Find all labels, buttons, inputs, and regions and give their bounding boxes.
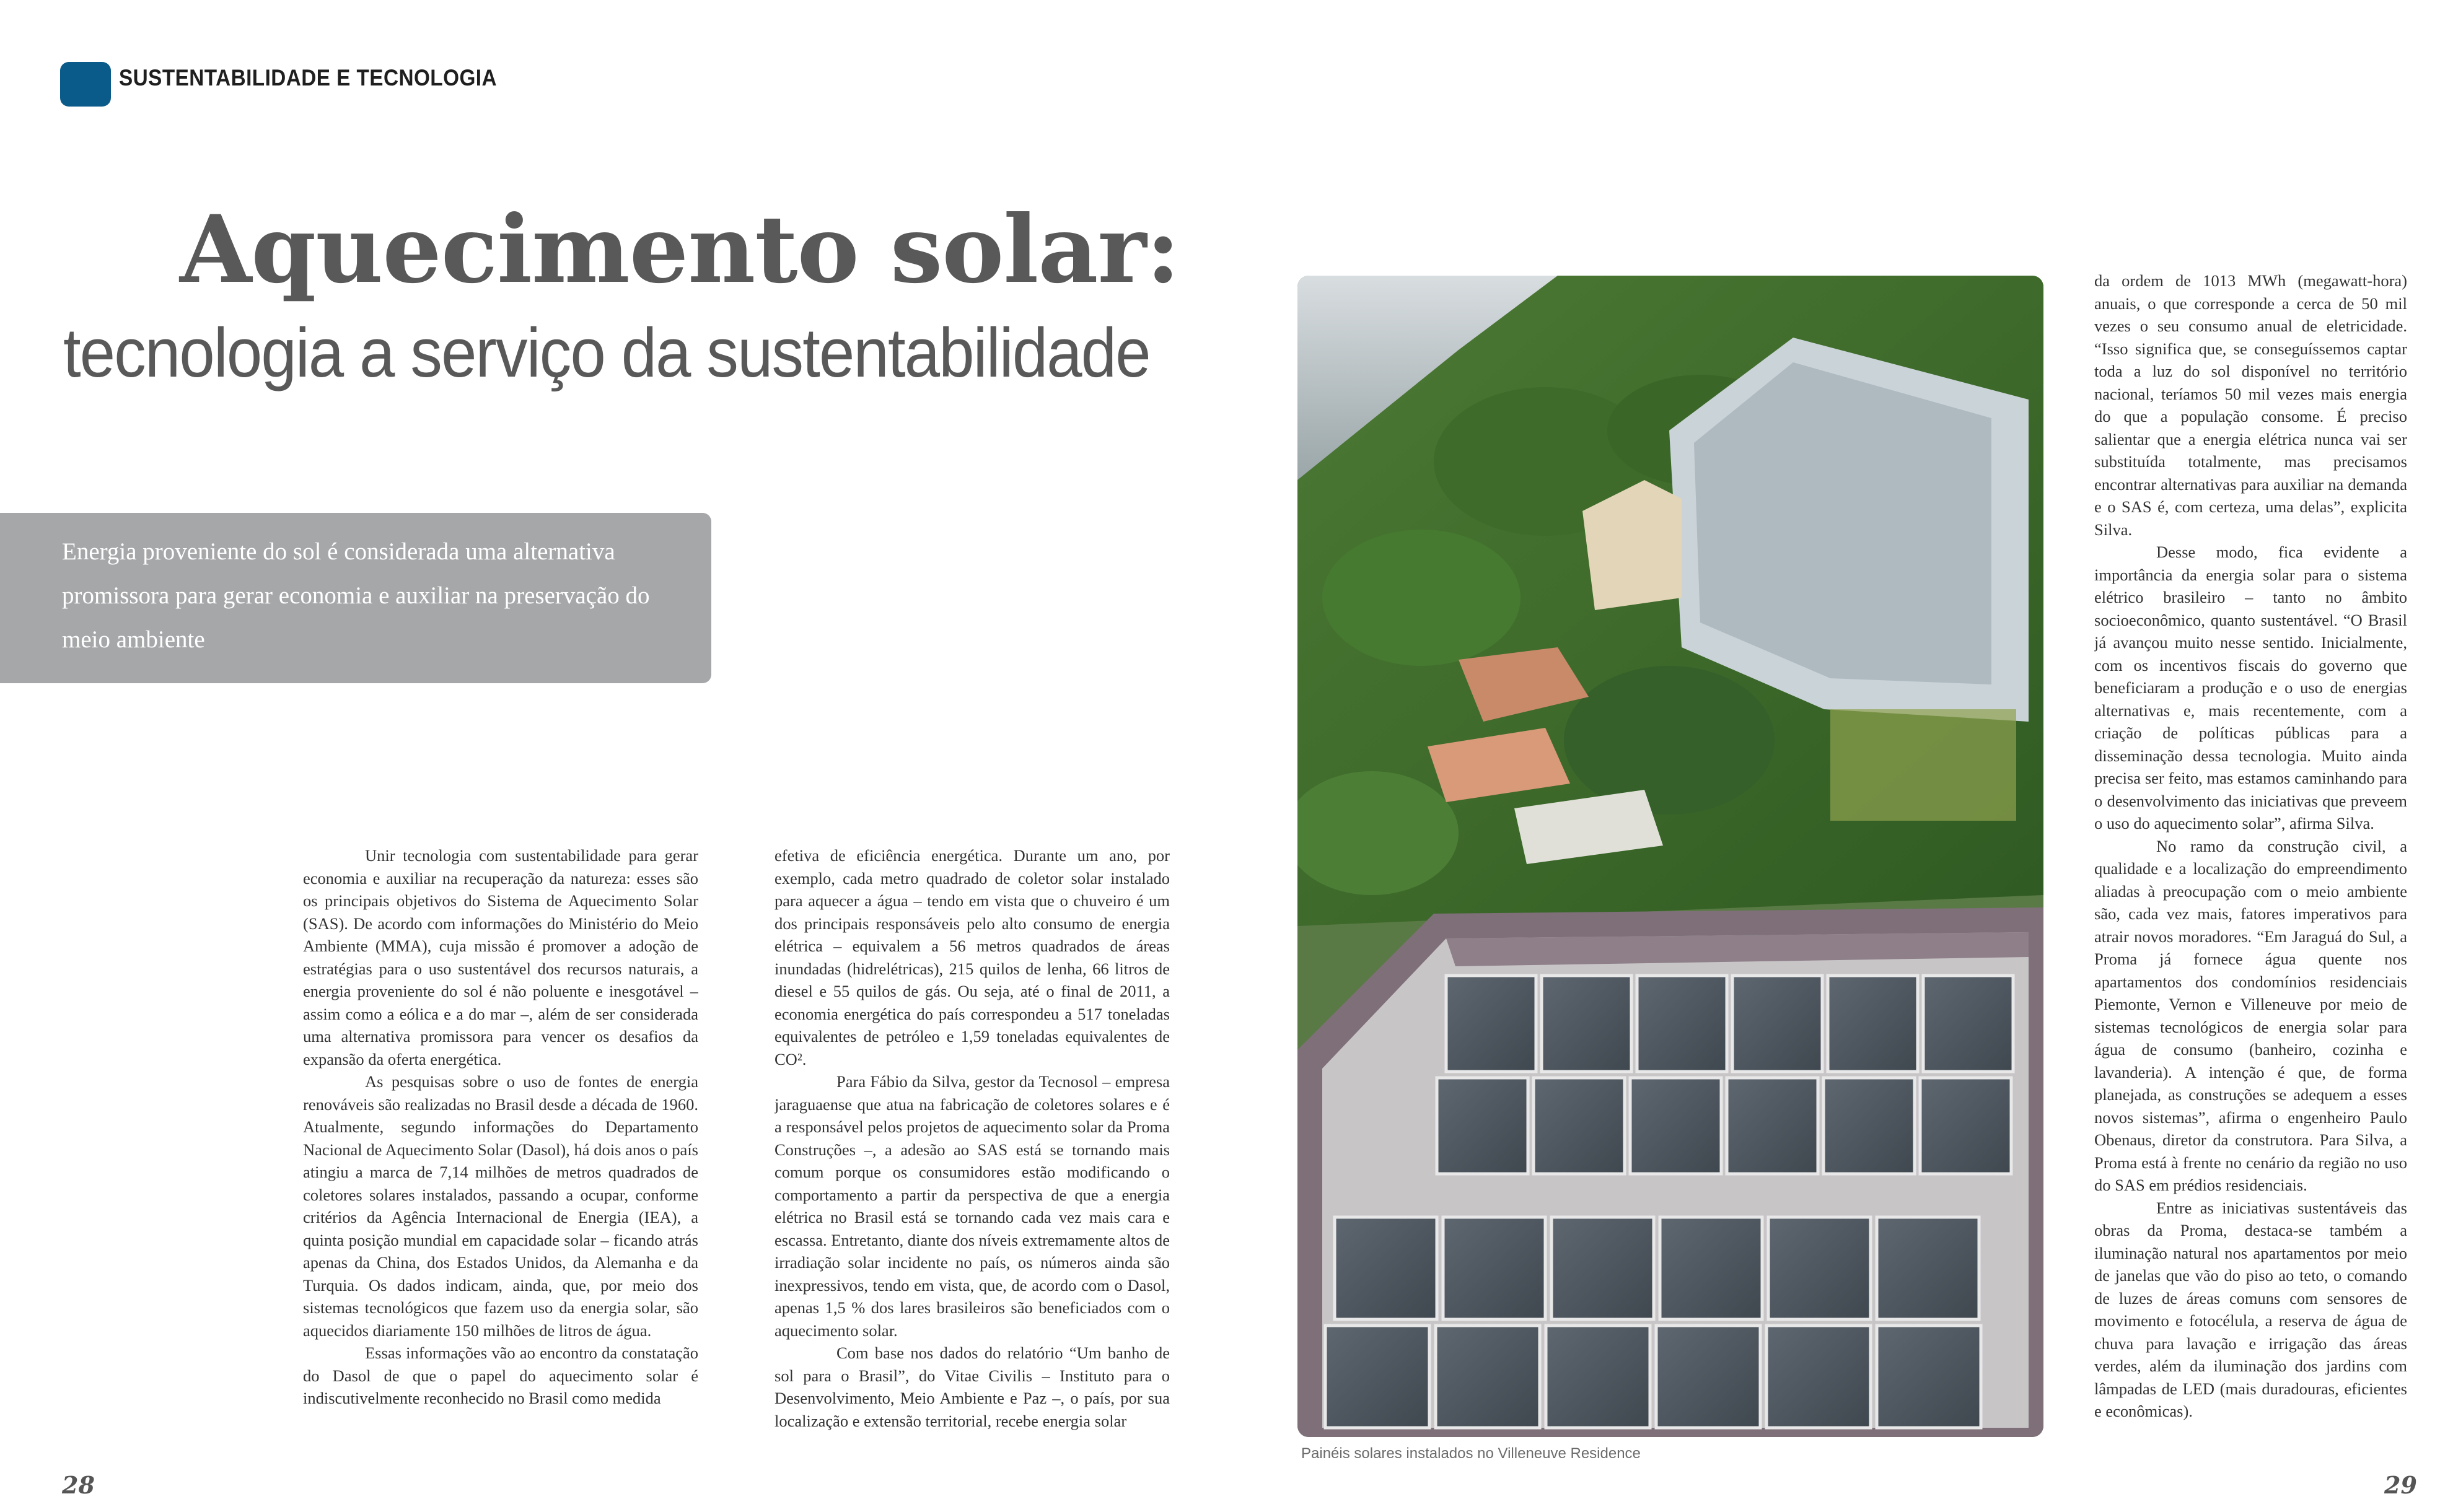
solar-panel (1443, 1217, 1545, 1319)
section-marker (60, 62, 111, 107)
solar-panel (1546, 1326, 1650, 1428)
solar-panel (1534, 1078, 1625, 1174)
paragraph: efetiva de eficiência energética. Durante um ano, por exemplo, cada metro quadrado de coletor solar instalado para aquecer a água – tendo em vista que o chuveiro é um dos principais responsáveis pelo alto consumo de energia elétrica – equivalem a 56 metros quadrados de áreas inundadas (hidrelétricas), 215 quilos de lenha, 66 litros de diesel e 55 quilos de gás. Ou seja, até o final de 2011, a economia energética do país correspondeu a 517 toneladas equivalentes de petróleo e 1,59 toneladas equivalentes de CO². (775, 846, 1170, 1068)
solar-panel (1766, 1326, 1871, 1428)
paragraph: Entre as iniciativas sustentáveis das obras da Proma, destaca-se também a iluminação natural nos apartamentos por meio de janelas que vão do piso ao teto, o comando de luzes de áreas comuns com sensores de movimento e fotocélula, a reserva de água de chuva para lavação e irrigação das áreas verdes, além da iluminação dos jardins com lâmpadas de LED (mais duradouras, eficientes e econômicas). (2094, 1198, 2407, 1420)
paragraph: Unir tecnologia com sustentabilidade para gerar economia e auxiliar na recuperação da natureza: esses são os principais objetivos do Sistema de Aquecimento Solar (SAS). De acordo com informações do Ministério do Meio Ambiente (MMA), cuja missão é promover a adoção de estratégias para o uso sustentável dos recursos naturais, a energia proveniente do sol é não poluente e inesgotável – assim como a eólica e a do mar –, além de ser considerada uma alternativa promissora para vencer os desafios da expansão da oferta energética. (303, 846, 698, 1068)
photo-caption: Painéis solares instalados no Villeneuve Residence (1301, 1445, 1641, 1462)
paragraph: Essas informações vão ao encontro da constatação do Dasol de que o papel do aquecimento solar é indiscutivelmente reconhecido no Brasil como medida (303, 1344, 698, 1407)
solar-panel (1551, 1217, 1654, 1319)
page-number-right: 29 (2384, 1471, 2417, 1499)
paragraph: As pesquisas sobre o uso de fontes de energia renováveis são realizadas no Brasil desde a década de 1960. Atualmente, segundo informações do Departamento Nacional de Aquecimento Solar (Dasol), há dois anos o país atingiu a marca de 7,14 milhões de metros quadrados de coletores solares instalados, passando a ocupar, conforme critérios da Agência Internacional de Energia (IEA), a quinta posição mundial em capacidade solar – ficando atrás apenas da China, dos Estados Unidos, da Alemanha e da Turquia. Os dados indicam, ainda, que, por meio dos sistemas tecnológicos que fazem uso da energia solar, são aquecidos diariamente 150 milhões de litros de água. (303, 1072, 698, 1340)
lead-text: Energia proveniente do sol é considerada uma alternativa promissora para gerar economia e auxiliar na preservação do meio ambiente (62, 538, 650, 653)
solar-panels-photo (1297, 276, 2043, 1437)
solar-panel (1768, 1217, 1871, 1319)
solar-panel (1877, 1326, 1981, 1428)
solar-panel (1656, 1326, 1760, 1428)
solar-panel (1660, 1217, 1762, 1319)
paragraph: Para Fábio da Silva, gestor da Tecnosol – empresa jaraguaense que atua na fabricação de coletores solares e é a responsável pelos projetos de aquecimento solar da Proma Construções –, a adesão ao SAS está se tornando mais comum porque os consumidores estão modificando o comportamento a partir da perspectiva de que a energia elétrica no Brasil está se tornando cada vez mais cara e escassa. Entretanto, diante dos níveis extremamente altos de irradiação solar incidente no país, os números ainda são inexpressivos, tendo em vista, que, de acordo com o Dasol, apenas 1,5 % dos lares brasileiros são beneficiados com o aquecimento solar. (775, 1072, 1170, 1340)
solar-panel (1325, 1326, 1429, 1428)
section-title: SUSTENTABILIDADE E TECNOLOGIA (119, 65, 498, 90)
solar-panel (1828, 976, 1918, 1072)
solar-panel (1920, 1078, 2011, 1174)
paragraph: Desse modo, fica evidente a importância da energia solar para o sistema elétrico brasileiro – tanto no âmbito socioeconômico, quanto sustentável. “O Brasil já avançou muito nesse sentido. Inicialmente, com os incentivos fiscais do governo que beneficiaram a produção e o uso de energias alternativas e, mais recentemente, com a criação de políticas públicas para a disseminação dessa tecnologia. Muito ainda precisa ser feito, mas estamos caminhando para o desenvolvimento das iniciativas que preveem o uso do aquecimento solar”, afirma Silva. (2094, 543, 2407, 832)
solar-panel (1335, 1217, 1437, 1319)
paragraph: da ordem de 1013 MWh (megawatt-hora) anuais, o que corresponde a cerca de 50 mil vezes o seu consumo anual de eletricidade. “Isso significa que, se conseguíssemos captar toda a luz do sol disponível no território nacional, teríamos 50 mil vezes mais energia do que a população consome. É preciso salientar que a energia elétrica nunca vai ser substituída totalmente, mas precisamos encontrar alternativas para auxiliar na demanda e o SAS é, com certeza, uma delas”, explicita Silva. (2094, 271, 2407, 539)
solar-panel (1630, 1078, 1721, 1174)
text-column-2 (775, 844, 1170, 1461)
page-number-left: 28 (62, 1471, 95, 1499)
text-column-1 (303, 844, 698, 1461)
solar-panel (1727, 1078, 1818, 1174)
solar-panel (1637, 976, 1727, 1072)
article-title: Aquecimento solar: (180, 195, 1180, 304)
solar-panel (1437, 1078, 1528, 1174)
solar-panel (1446, 976, 1536, 1072)
solar-panel (1542, 976, 1631, 1072)
solar-panel (1732, 976, 1822, 1072)
paragraph: Com base nos dados do relatório “Um banho de sol para o Brasil”, do Vitae Civilis – Instituto para o Desenvolvimento, Meio Ambiente e Paz –, o país, por sua localização e extensão territorial, recebe energia solar (775, 1344, 1170, 1430)
solar-panel (1877, 1217, 1979, 1319)
solar-panel (1923, 976, 2013, 1072)
solar-panel (1436, 1326, 1540, 1428)
paragraph: No ramo da construção civil, a qualidade e a localização do empreendimento aliadas à preocupação com o meio ambiente são, cada vez mais, fatores imperativos para atrair novos moradores. “Em Jaraguá do Sul, a Proma já fornece água quente nos apartamentos dos condomínios residenciais Piemonte, Vernon e Villeneuve por meio de sistemas tecnológicos de energia solar para água de consumo (banheiro, cozinha e lavanderia). A intenção é que, de forma planejada, as construções se adequem a esses novos sistemas”, afirma o engenheiro Paulo Obenaus, diretor da construtora. Para Silva, a Proma está à frente no cenário da região no uso do SAS em prédios residenciais. (2094, 836, 2407, 1194)
article-subtitle: tecnologia a serviço da sustentabilidade (63, 314, 1150, 391)
text-column-3 (2094, 269, 2407, 1446)
solar-panel (1823, 1078, 1915, 1174)
